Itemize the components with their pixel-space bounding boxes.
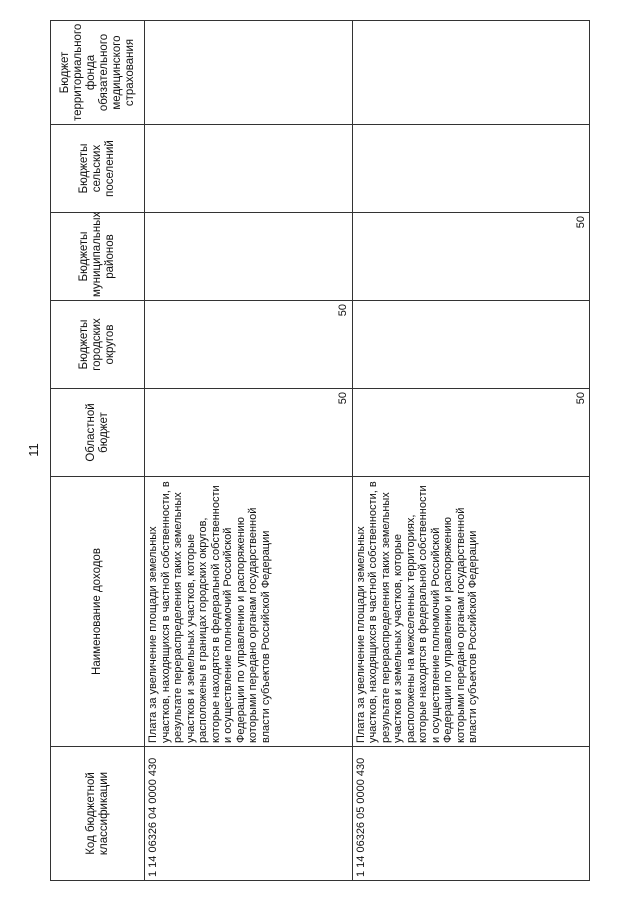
header-fund: Бюджет территориального фонда обязательного медицинского страхования <box>51 21 145 125</box>
row-city <box>352 301 589 389</box>
header-name: Наименование доходов <box>51 477 145 747</box>
header-city: Бюджеты городских округов <box>51 301 145 389</box>
header-regional: Областной бюджет <box>51 389 145 477</box>
row-name: Плата за увеличение площади земельных участков, находящихся в частной собственности, в результате перераспределения таких земельных участков и земельных участков, которые расположены в границах городских округов, которые находятся в федеральной собственности и осуществление полномочий Российской Федерации по управлению и распоряжению которыми передано органам государственной власти субъектов Российской Федерации <box>145 477 352 747</box>
row-municipal <box>145 213 352 301</box>
row-city: 50 <box>145 301 352 389</box>
row-name: Плата за увеличение площади земельных участков, находящихся в частной собственности, в результате перераспределения таких земельных участков и земельных участков, которые расположены на межселенных территориях, которые находятся в федеральной собственности и осуществление полномочий Российской Федерации по управлению и распоряжению которыми передано органам государственной власти субъектов Российской Федерации <box>352 477 589 747</box>
revenue-distribution-table <box>50 20 590 881</box>
row-municipal: 50 <box>352 213 589 301</box>
row-regional: 50 <box>145 389 352 477</box>
row-rural <box>145 125 352 213</box>
row-regional: 50 <box>352 389 589 477</box>
header-rural: Бюджеты сельских поселений <box>51 125 145 213</box>
rotated-table-sheet <box>50 21 590 881</box>
table-header-row <box>51 21 145 881</box>
table-row <box>145 21 352 881</box>
header-municipal: Бюджеты муниципальных районов <box>51 213 145 301</box>
row-code: 1 14 06326 05 0000 430 <box>352 747 589 881</box>
row-fund <box>352 21 589 125</box>
row-fund <box>145 21 352 125</box>
row-rural <box>352 125 589 213</box>
row-code: 1 14 06326 04 0000 430 <box>145 747 352 881</box>
table-row <box>352 21 589 881</box>
page-number: 11 <box>26 443 41 457</box>
header-code: Код бюджетной классификации <box>51 747 145 881</box>
